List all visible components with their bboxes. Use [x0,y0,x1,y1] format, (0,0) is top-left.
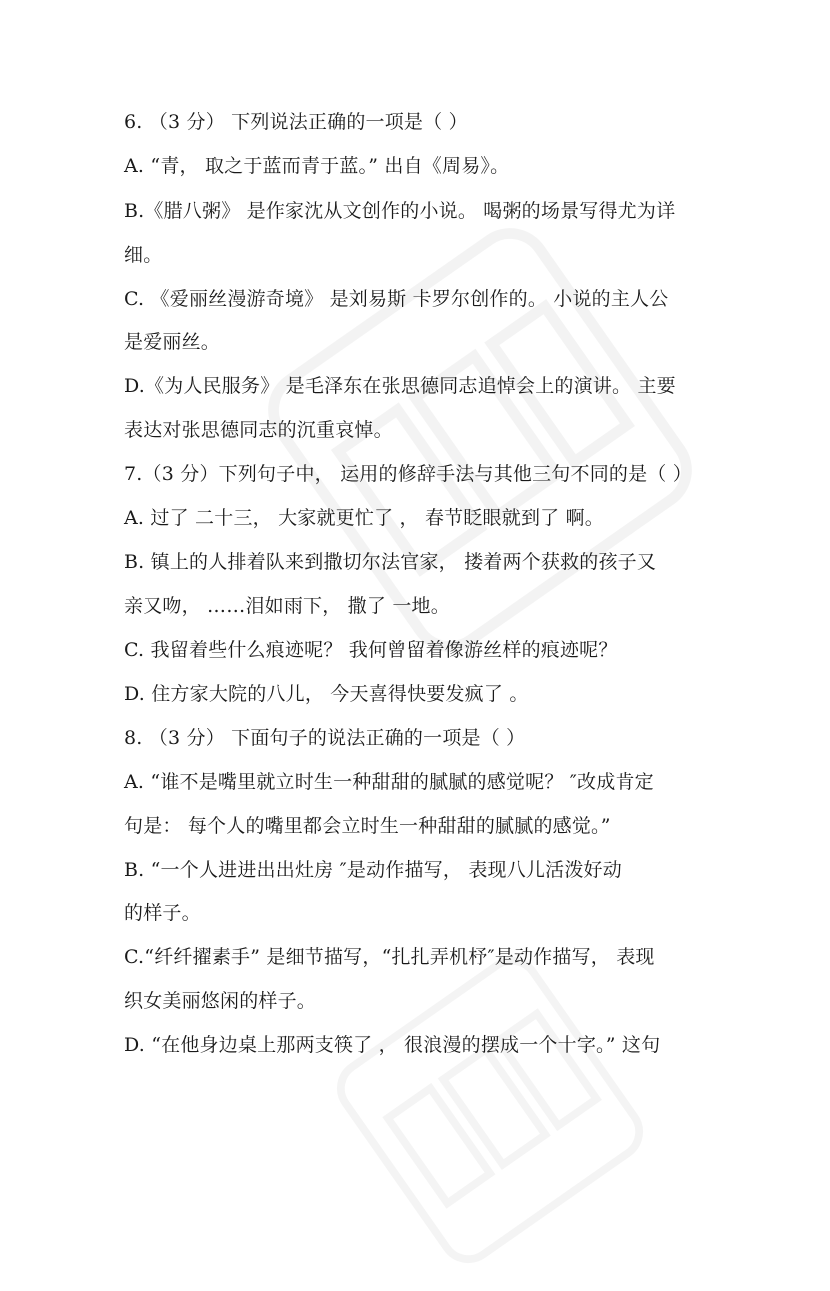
question-6-option-b-cont: 细。 [124,244,163,266]
question-7-option-b: B. 镇上的人排着队来到撒切尔法官家， 搂着两个获救的孩子又 [124,551,657,573]
question-6-option-c: C. 《爱丽丝漫游奇境》 是刘易斯 卡罗尔创作的。 小说的主人公 [124,288,669,310]
question-8-option-a: A. “谁不是嘴里就立时生一种甜甜的腻腻的感觉呢？ ″改成肯定 [124,771,654,793]
question-6-option-d-cont: 表达对张思德同志的沉重哀悼。 [124,419,393,441]
question-7-option-d: D. 住方家大院的八儿， 今天喜得快要发疯了 。 [124,683,529,705]
question-8-option-d: D. “在他身边桌上那两支筷了 ， 很浪漫的摆成一个十字。” 这句 [124,1034,661,1056]
question-6-option-a: A. “青， 取之于蓝而青于蓝。” 出自《周易》。 [124,155,510,177]
question-8-option-b-cont: 的样子。 [124,902,201,924]
watermark-stamp-icon [309,929,671,1291]
question-8-option-a-cont: 句是： 每个人的嘴里都会立时生一种甜甜的腻腻的感觉。” [124,815,611,837]
question-8-option-c: C.“纤纤擢素手” 是细节描写，“扎扎弄机杼″是动作描写， 表现 [124,946,655,968]
question-8-stem: 8. （3 分） 下面句子的说法正确的一项是（ ） [124,727,526,749]
question-7-option-b-cont: 亲又吻， ……泪如雨下， 撒了 一地。 [124,595,450,617]
question-6-option-d: D.《为人民服务》 是毛泽东在张思德同志追悼会上的演讲。 主要 [124,375,676,397]
question-6-option-b: B.《腊八粥》 是作家沈从文创作的小说。 喝粥的场景写得尤为详 [124,200,676,222]
question-7-option-a: A. 过了 二十三， 大家就更忙了 ， 春节眨眼就到了 啊。 [124,507,604,529]
question-8-option-b: B. “一个人进进出出灶房 ″是动作描写， 表现八儿活泼好动 [124,859,622,881]
question-6-stem: 6. （3 分） 下列说法正确的一项是（ ） [124,111,468,133]
question-7-stem: 7.（3 分）下列句子中， 运用的修辞手法与其他三句不同的是（ ） [124,463,692,485]
question-8-option-c-cont: 织女美丽悠闲的样子。 [124,990,317,1012]
question-7-option-c: C. 我留着些什么痕迹呢？ 我何曾留着像游丝样的痕迹呢？ [124,639,618,661]
question-6-option-c-cont: 是爱丽丝。 [124,331,221,353]
